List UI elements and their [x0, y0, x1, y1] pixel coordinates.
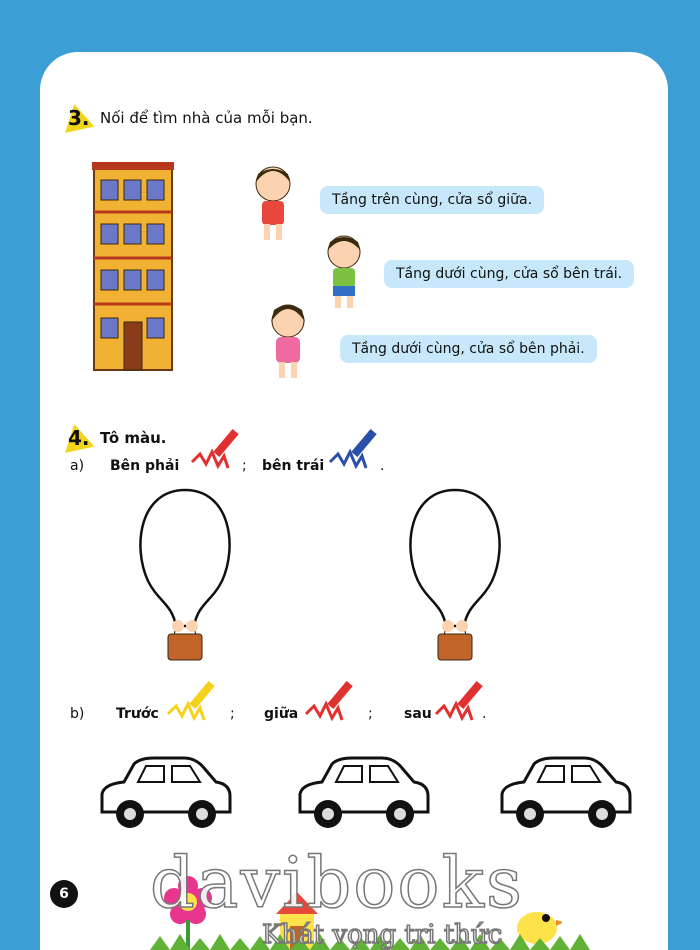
label-after: sau: [404, 706, 432, 722]
label-top-floor-middle: Tầng trên cùng, cửa sổ giữa.: [320, 186, 544, 214]
label-right: Bên phải: [110, 458, 180, 474]
exercise4-badge: [62, 424, 92, 452]
kid-girl-2: [264, 302, 312, 380]
balloon-left: [130, 486, 240, 666]
exercise3-number: 3.: [68, 106, 90, 130]
part-b-separator-1: ;: [230, 706, 235, 722]
exercise3-title: [62, 104, 313, 132]
part-a-end: .: [380, 458, 385, 474]
kid-girl-1: [248, 164, 298, 242]
part-b-separator-2: ;: [368, 706, 373, 722]
balloon-right: [400, 486, 510, 666]
red-pencil-icon-middle: [302, 676, 360, 726]
car-first: [96, 754, 236, 834]
red-pencil-icon: [188, 424, 246, 474]
part-b-marker: b): [70, 706, 85, 722]
car-last: [496, 754, 636, 834]
part-a-separator: ;: [242, 458, 247, 474]
label-bottom-floor-left: Tầng dưới cùng, cửa sổ bên trái.: [384, 260, 634, 288]
kid-boy: [318, 234, 370, 310]
blue-pencil-icon: [326, 424, 384, 474]
exercise4-title: [62, 424, 166, 452]
car-middle: [294, 754, 434, 834]
page-number: 6: [50, 880, 78, 908]
exercise3-instruction: Nối để tìm nhà của mỗi bạn.: [100, 109, 313, 127]
part-b-end: .: [482, 706, 487, 722]
exercise3-badge: [62, 104, 92, 132]
watermark-brand: davibooks: [150, 842, 524, 924]
exercise4-instruction: Tô màu.: [100, 429, 167, 447]
yellow-pencil-icon: [164, 676, 222, 726]
label-left: bên trái: [262, 458, 325, 474]
worksheet-page: [40, 52, 668, 950]
part-a-marker: a): [70, 458, 85, 474]
exercise4-number: 4.: [68, 426, 90, 450]
building-illustration: [92, 162, 174, 372]
label-middle: giữa: [264, 706, 299, 722]
label-before: Trước: [116, 706, 159, 722]
label-bottom-floor-right: Tầng dưới cùng, cửa sổ bên phải.: [340, 335, 597, 363]
watermark-slogan: Khát vọng tri thức: [262, 920, 503, 950]
